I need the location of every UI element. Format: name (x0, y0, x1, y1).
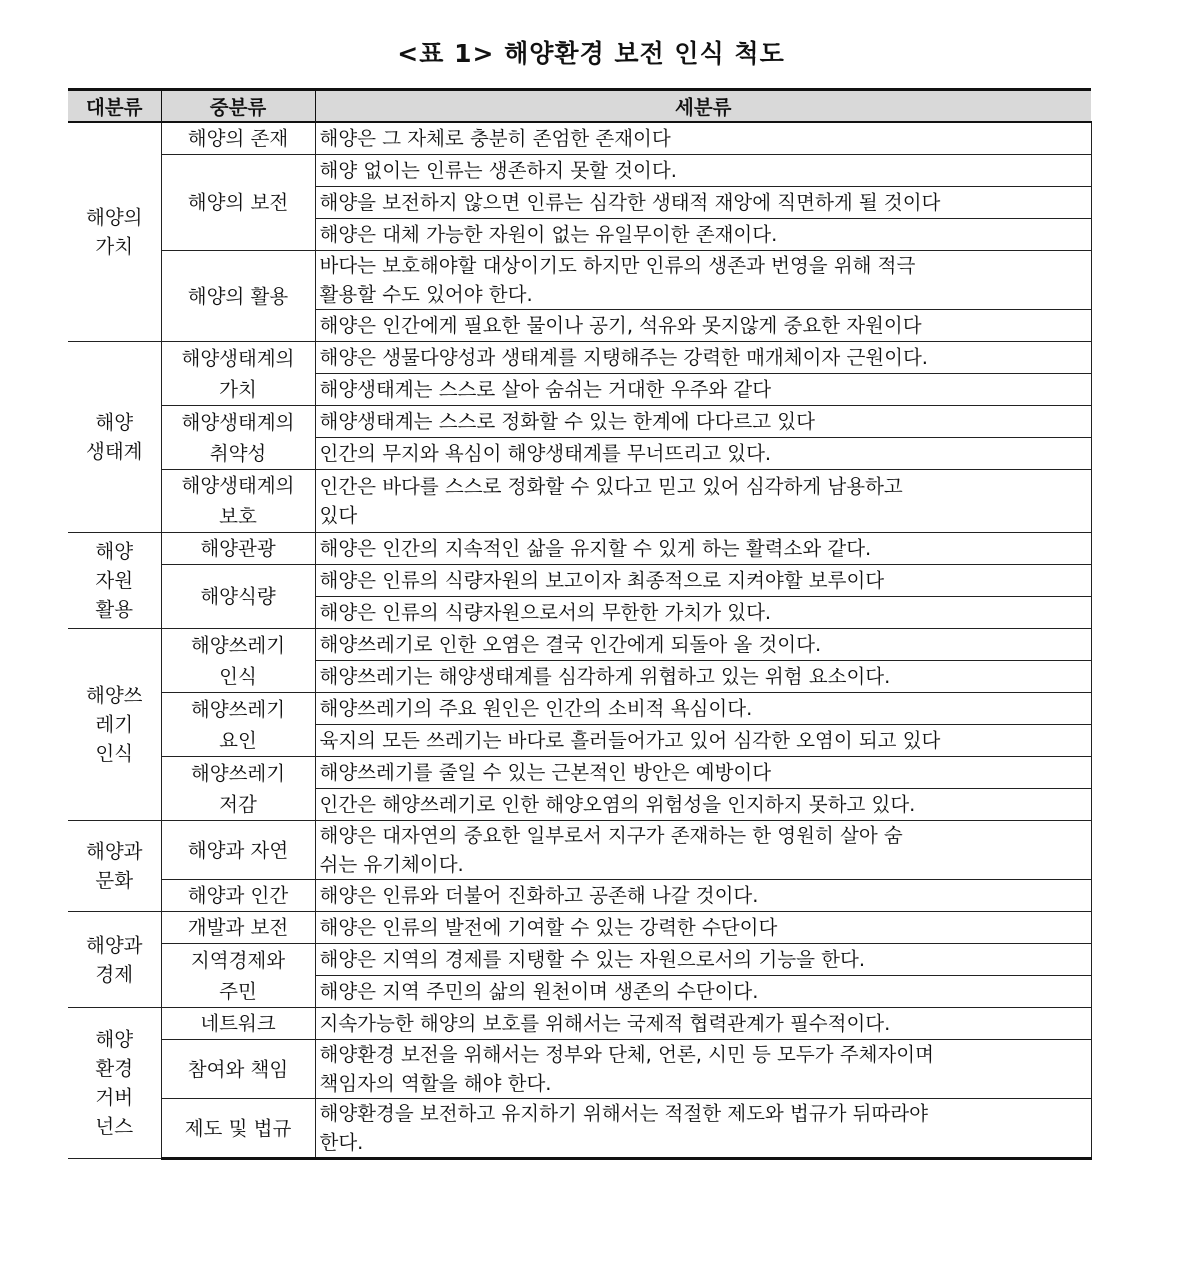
detail-item-cell: 해양쓰레기를 줄일 수 있는 근본적인 방안은 예방이다 (315, 757, 1091, 789)
detail-item-cell: 해양생태계는 스스로 살아 숨쉬는 거대한 우주와 같다 (315, 374, 1091, 406)
detail-item-cell: 해양쓰레기의 주요 원인은 인간의 소비적 욕심이다. (315, 693, 1091, 725)
middle-category-cell: 해양쓰레기 인식 (161, 629, 315, 693)
detail-item-cell: 지속가능한 해양의 보호를 위해서는 국제적 협력관계가 필수적이다. (315, 1008, 1091, 1040)
detail-item-cell: 해양은 인류의 식량자원의 보고이자 최종적으로 지켜야할 보루이다 (315, 565, 1091, 597)
middle-category-cell: 해양생태계의 보호 (161, 470, 315, 533)
table-row (68, 944, 1091, 976)
detail-item-cell: 바다는 보호해야할 대상이기도 하지만 인류의 생존과 번영을 위해 적극 활용할 수도 있어야 한다. (315, 251, 1091, 310)
major-category-cell: 해양 환경 거버 넌스 (68, 1008, 161, 1159)
table-row (68, 1040, 1091, 1099)
detail-item-cell: 해양은 그 자체로 충분히 존엄한 존재이다 (315, 122, 1091, 155)
middle-category-cell: 참여와 책임 (161, 1040, 315, 1099)
middle-category-cell: 해양의 활용 (161, 251, 315, 342)
middle-category-cell: 개발과 보전 (161, 912, 315, 944)
detail-item-cell: 해양은 지역의 경제를 지탱할 수 있는 자원으로서의 기능을 한다. (315, 944, 1091, 976)
table-row (68, 1099, 1091, 1159)
middle-category-cell: 지역경제와 주민 (161, 944, 315, 1008)
detail-item-cell: 해양쓰레기로 인한 오염은 결국 인간에게 되돌아 올 것이다. (315, 629, 1091, 661)
header-middle: 중분류 (161, 90, 315, 123)
table-row (68, 880, 1091, 912)
major-category-cell: 해양과 경제 (68, 912, 161, 1008)
detail-item-cell: 해양은 지역 주민의 삶의 원천이며 생존의 수단이다. (315, 976, 1091, 1008)
table-row (68, 565, 1091, 597)
detail-item-cell: 인간의 무지와 욕심이 해양생태계를 무너뜨리고 있다. (315, 438, 1091, 470)
detail-item-cell: 인간은 해양쓰레기로 인한 해양오염의 위험성을 인지하지 못하고 있다. (315, 789, 1091, 821)
header-major: 대분류 (68, 90, 161, 123)
detail-item-cell: 해양은 인류의 발전에 기여할 수 있는 강력한 수단이다 (315, 912, 1091, 944)
major-category-cell: 해양쓰 레기 인식 (68, 629, 161, 821)
table-row (68, 533, 1091, 565)
middle-category-cell: 해양생태계의 가치 (161, 342, 315, 406)
detail-item-cell: 해양 없이는 인류는 생존하지 못할 것이다. (315, 155, 1091, 187)
middle-category-cell: 해양과 인간 (161, 880, 315, 912)
middle-category-cell: 네트워크 (161, 1008, 315, 1040)
header-row (68, 90, 1091, 123)
middle-category-cell: 해양의 존재 (161, 122, 315, 155)
table-row (68, 470, 1091, 533)
detail-item-cell: 해양은 인간에게 필요한 물이나 공기, 석유와 못지않게 중요한 자원이다 (315, 310, 1091, 342)
table-body (68, 122, 1091, 1159)
table-row (68, 251, 1091, 310)
detail-item-cell: 인간은 바다를 스스로 정화할 수 있다고 믿고 있어 심각하게 남용하고 있다 (315, 470, 1091, 533)
detail-item-cell: 해양은 대체 가능한 자원이 없는 유일무이한 존재이다. (315, 219, 1091, 251)
table-row (68, 629, 1091, 661)
detail-item-cell: 해양은 인간의 지속적인 삶을 유지할 수 있게 하는 활력소와 같다. (315, 533, 1091, 565)
detail-item-cell: 해양환경을 보전하고 유지하기 위해서는 적절한 제도와 법규가 뒤따라야 한다. (315, 1099, 1091, 1159)
scale-table (68, 88, 1092, 1160)
table-title: <표 1> 해양환경 보전 인식 척도 (397, 39, 785, 68)
table-row (68, 155, 1091, 187)
detail-item-cell: 해양은 대자연의 중요한 일부로서 지구가 존재하는 한 영원히 살아 숨 쉬는 유기체이다. (315, 821, 1091, 880)
table-row (68, 122, 1091, 155)
detail-item-cell: 해양은 생물다양성과 생태계를 지탱해주는 강력한 매개체이자 근원이다. (315, 342, 1091, 374)
middle-category-cell: 해양쓰레기 저감 (161, 757, 315, 821)
middle-category-cell: 해양식량 (161, 565, 315, 629)
middle-category-cell: 해양의 보전 (161, 155, 315, 251)
detail-item-cell: 육지의 모든 쓰레기는 바다로 흘러들어가고 있어 심각한 오염이 되고 있다 (315, 725, 1091, 757)
detail-item-cell: 해양은 인류의 식량자원으로서의 무한한 가치가 있다. (315, 597, 1091, 629)
table-row (68, 406, 1091, 438)
detail-item-cell: 해양환경 보전을 위해서는 정부와 단체, 언론, 시민 등 모두가 주체자이며 책임자의 역할을 해야 한다. (315, 1040, 1091, 1099)
table-row (68, 1008, 1091, 1040)
major-category-cell: 해양의 가치 (68, 122, 161, 342)
major-category-cell: 해양 생태계 (68, 342, 161, 533)
middle-category-cell: 해양관광 (161, 533, 315, 565)
table-row (68, 693, 1091, 725)
middle-category-cell: 해양쓰레기 요인 (161, 693, 315, 757)
detail-item-cell: 해양생태계는 스스로 정화할 수 있는 한계에 다다르고 있다 (315, 406, 1091, 438)
header-minor: 세분류 (315, 90, 1091, 123)
table-row (68, 912, 1091, 944)
table-row (68, 821, 1091, 880)
detail-item-cell: 해양쓰레기는 해양생태계를 심각하게 위협하고 있는 위험 요소이다. (315, 661, 1091, 693)
middle-category-cell: 해양생태계의 취약성 (161, 406, 315, 470)
major-category-cell: 해양 자원 활용 (68, 533, 161, 629)
table-row (68, 757, 1091, 789)
middle-category-cell: 해양과 자연 (161, 821, 315, 880)
table-row (68, 342, 1091, 374)
middle-category-cell: 제도 및 법규 (161, 1099, 315, 1159)
detail-item-cell: 해양은 인류와 더불어 진화하고 공존해 나갈 것이다. (315, 880, 1091, 912)
major-category-cell: 해양과 문화 (68, 821, 161, 912)
detail-item-cell: 해양을 보전하지 않으면 인류는 심각한 생태적 재앙에 직면하게 될 것이다 (315, 187, 1091, 219)
